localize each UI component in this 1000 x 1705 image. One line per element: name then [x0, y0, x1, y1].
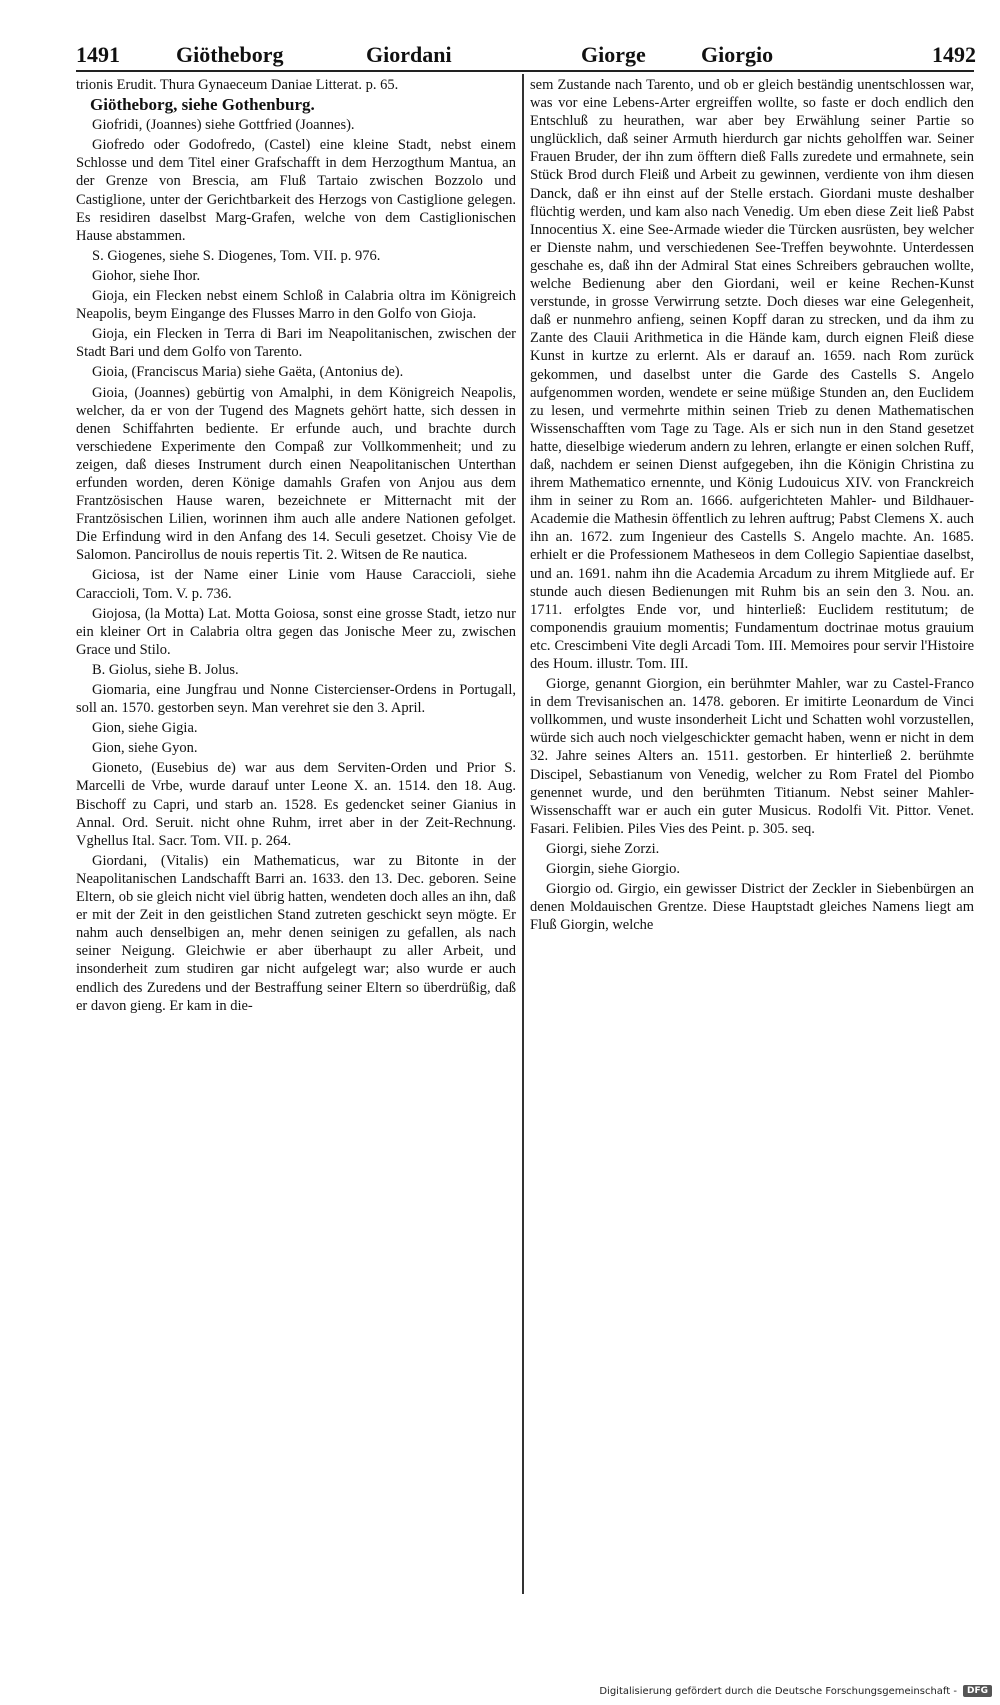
entry: Gion, siehe Gigia. — [92, 720, 198, 737]
entry: S. Giogenes, siehe S. Diogenes, Tom. VII. p. 976. — [92, 247, 381, 264]
entry: Gioneto, (Eusebius de) war aus dem Serviten-Orden und Prior S. Marcelli de Vrbe, wurde darauf unter Leone X. an. 1514. den 18. Aug. Bischoff zu Capri, und starb an. 1528. Es gedencket seiner Gianius in Annal. Ord. Seruit. nicht ohne Ruhm, irret aber in der Zeit-Rechnung. Vghellus Ital. Sacr. Tom. VII. p. 264. — [76, 760, 516, 849]
entry: Gioia, (Joannes) gebürtig von Amalphi, in dem Königreich Neapolis, welcher, da er von der Tugend des Magnets gehört hatte, sich dessen in denen Schiffahrten bediente. Er erfunde auch, und brachte durch verschiedene Experimente den Compaß zur Vollkommenheit; und zu zeigen, daß dieses Instrument durch einen Neapolitanischen Unterthan erfunden worden, deren Könige damahls Grafen von Anjou aus dem Frantzösischen Hause waren, bezeichnete er Mitternacht mit der Frantzösischen Lilien, worinnen ihm auch alle andere Nationen gefolget. Die Erfindung wird in den Anfang des 14. Seculi gesetzet. Choisy Vie de Salomon. Pancirollus de nouis repertis Tit. 2. Witsen de Re nautica. — [76, 384, 516, 564]
entry: Giorgin, siehe Giorgio. — [546, 861, 680, 878]
entry: Giorgi, siehe Zorzi. — [546, 840, 660, 857]
page-number-right: 1492 — [932, 42, 976, 67]
left-column — [76, 76, 516, 1017]
entry: Gioja, ein Flecken nebst einem Schloß in Calabria oltra im Königreich Neapolis, beym Eingange des Flusses Marro in den Golfo von Gioja. — [76, 288, 516, 323]
entry: Gion, siehe Gyon. — [92, 740, 198, 757]
header-rule — [76, 70, 974, 72]
entry: Gioia, (Franciscus Maria) siehe Gaëta, (Antonius de). — [92, 364, 404, 381]
entry: Giorge, genannt Giorgion, ein berühmter Mahler, war zu Castel-Franco in dem Trevisanischen an. 1478. geboren. Er imitirte Leonardum de Vinci vollkommen, und wuste insonderheit Licht und Schatten wohl vorzustellen, würde sich auch noch vielgeschickter gemacht haben, wenn er nicht in dem 32. Jahre seines Alters an. 1511. gestorben. Er hinterließ 2. berühmte Discipel, Sebastianum von Venedig, welcher zu Rom Fratel del Piombo genennet wurde, und den berühmten Titianum. Nebst seiner Mahler-Wissenschafft war er auch ein guter Musicus. Rodolfi Vit. Pittor. Venet. Fasari. Felibien. Piles Vies des Peint. p. 305. seq. — [530, 676, 974, 837]
digitization-footer — [599, 1685, 992, 1697]
catchword-left-last: Giordani — [366, 42, 452, 67]
entry: Giordani, (Vitalis) ein Mathematicus, war zu Bitonte in der Neapolitanischen Landschafft Barri an. 1633. den 13. Dec. geboren. Seine Eltern, ob sie gleich nicht viel übrig hatten, wendeten doch alles an ihn, daß er mit der Zeit in den geistlichen Stand zutreten geschickt seyn mögte. Er nahm auch denselbigen an, mehr denen seinigen zu gefallen, als nach seiner Neigung. Gleichwie er aber überhaupt zu aller Arbeit, und insonderheit zum studiren gar nicht aufgelegt war; also wurde er auch endlich des Zuredens und der Bestraffung seiner Eltern so überdrüßig, daß er davon gieng. Er kam in die- — [76, 852, 516, 1014]
page-number-left: 1491 — [76, 42, 120, 67]
running-header — [76, 42, 976, 72]
entry-continuation: trionis Erudit. Thura Gynaeceum Daniae Litterat. p. 65. — [76, 77, 399, 93]
entry: Giofridi, (Joannes) siehe Gottfried (Joannes). — [92, 117, 355, 134]
entry-continuation: sem Zustande nach Tarento, und ob er gleich beständig unentschlossen war, was vor eine Lebens-Arter ergreiffen wollte, so faste er doch endlich den Entschluß zu heurathen, war aber bey Erwählung seiner Partie so unglücklich, daß seiner Armuth hierdurch gar nichts geholffen war. Seiner Frauen Bruder, der ihn zum öfftern dieß Falls zuredete und ermahnete, sein Stück Brod durch Fleiß und Arbeit zu gewinnen, verdiente von ihm diesen Danck, daß er ihn einst auf der Stelle erstach. Giordani muste deshalber flüchtig werden, und kam also nach Venedig. Um eben diese Zeit ließ Pabst Innocentius X. eine See-Armade wieder die Türcken ausrüsten, bey welcher er Dienste nahm, und verschiedenen See-Treffen beywohnte. Unterdessen geschahe es, daß ihn der Admiral Stat eines Schreibers gebrauchen wollte, welche Bedienung aber den Giordani, weil er keine Rechen-Kunst verstunde, in grosse Verwirrung setzte. Doch dieses war eine Gelegenheit, daß er nunmehro anfieng, seinen Kopff daran zu strecken, und da ihm zu Zante des Clauii Arithmetica in die Hände kam, durch eignen Fleiß diese Kunst in kurtze zu erlernt. Als er darauf an. 1659. nach Rom zurück gekommen, und daselbst unter die Garde des Castells S. Angelo aufgenommen worden, wendete er seine müßige Stunden an, den Euclidem zu lesen, und vermehrte mithin seinen Trieb zu denen Mathematischen Wissenschafften vom Tage zu Tage. Als er sich nun in den Stand gesetzet hatte, dieselbige wiederum andern zu lehren, erlangte er einen solchen Ruff, daß, nachdem er seinen Dienst aufgegeben, ihn die Königin Christina zu ihrem Mathematico ernennte, und König Ludouicus XIV. von Franckreich ihm in seiner zu Rom an. 1666. aufgerichteten Mahler- und Bildhauer-Academie die Mathesin öffentlich zu lehren auftrug; Pabst Clemens X. auch ihn an. 1672. zum Ingenieur des Castells S. Angelo machte. An. 1685. erhielt er die Professionem Matheseos in dem Collegio Sapientiae daselbst, und an. 1691. nahm ihn die Academia Arcadum zu ihrem Mitgliede auf. Er stunde auch diesen Bedienungen mit Ruhm bis an sein den 3. Nou. an. 1711. erfolgtes Ende vor, und hinterließ: Euclidem restitutum; de componendis grauium momentis; Fundamentum doctrinae motus grauium etc. Crescimbeni Vite degli Arcadi Tom. III. Memoires pour servir l'Histoire des Houm. illustr. Tom. III. — [530, 77, 974, 672]
funding-credit: Digitalisierung gefördert durch die Deutsche Forschungsgemeinschaft - — [599, 1685, 957, 1697]
entry: B. Giolus, siehe B. Jolus. — [92, 661, 239, 678]
entry: Giohor, siehe Ihor. — [92, 267, 201, 284]
entry-heading: Giötheborg, siehe Gothenburg. — [90, 95, 315, 115]
entry: Giomaria, eine Jungfrau und Nonne Cistercienser-Ordens in Portugall, soll an. 1570. gestorben seyn. Man verehret sie den 3. April. — [76, 682, 516, 717]
entry: Giorgio od. Girgio, ein gewisser District der Zeckler in Siebenbürgen an denen Moldauischen Grentze. Diese Hauptstadt gleiches Namens liegt am Fluß Giorgin, welche — [530, 881, 974, 934]
catchword-right-last: Giorgio — [701, 42, 774, 67]
entry: Giojosa, (la Motta) Lat. Motta Goiosa, sonst eine grosse Stadt, ietzo nur ein kleiner Ort in Calabria oltra gegen das Jonische Meer zu, zwischen Grace und Stilo. — [76, 605, 516, 658]
entry: Giofredo oder Godofredo, (Castel) eine kleine Stadt, nebst einem Schlosse und dem Titel einer Grafschafft in dem Herzogthum Mantua, an der Grenze von Brescia, am Fluß Tartaio zwischen Bozzolo und Castiglione, unter der Gerichtbarkeit des Herzogs von Castiglione gelegen. Es residiren daselbst Marg-Grafen, welche von dem Castiglionischen Hause abstammen. — [76, 137, 516, 244]
catchword-right-first: Giorge — [581, 42, 646, 67]
column-divider — [522, 74, 524, 1594]
entry: Giciosa, ist der Name einer Linie vom Hause Caraccioli, siehe Caraccioli, Tom. V. p. 736. — [76, 567, 516, 602]
right-column — [530, 76, 974, 936]
catchword-left-first: Giötheborg — [176, 42, 284, 67]
entry: Gioja, ein Flecken in Terra di Bari im Neapolitanischen, zwischen der Stadt Bari und dem Golfo von Tarento. — [76, 326, 516, 361]
dfg-logo-icon: DFG — [963, 1685, 992, 1697]
